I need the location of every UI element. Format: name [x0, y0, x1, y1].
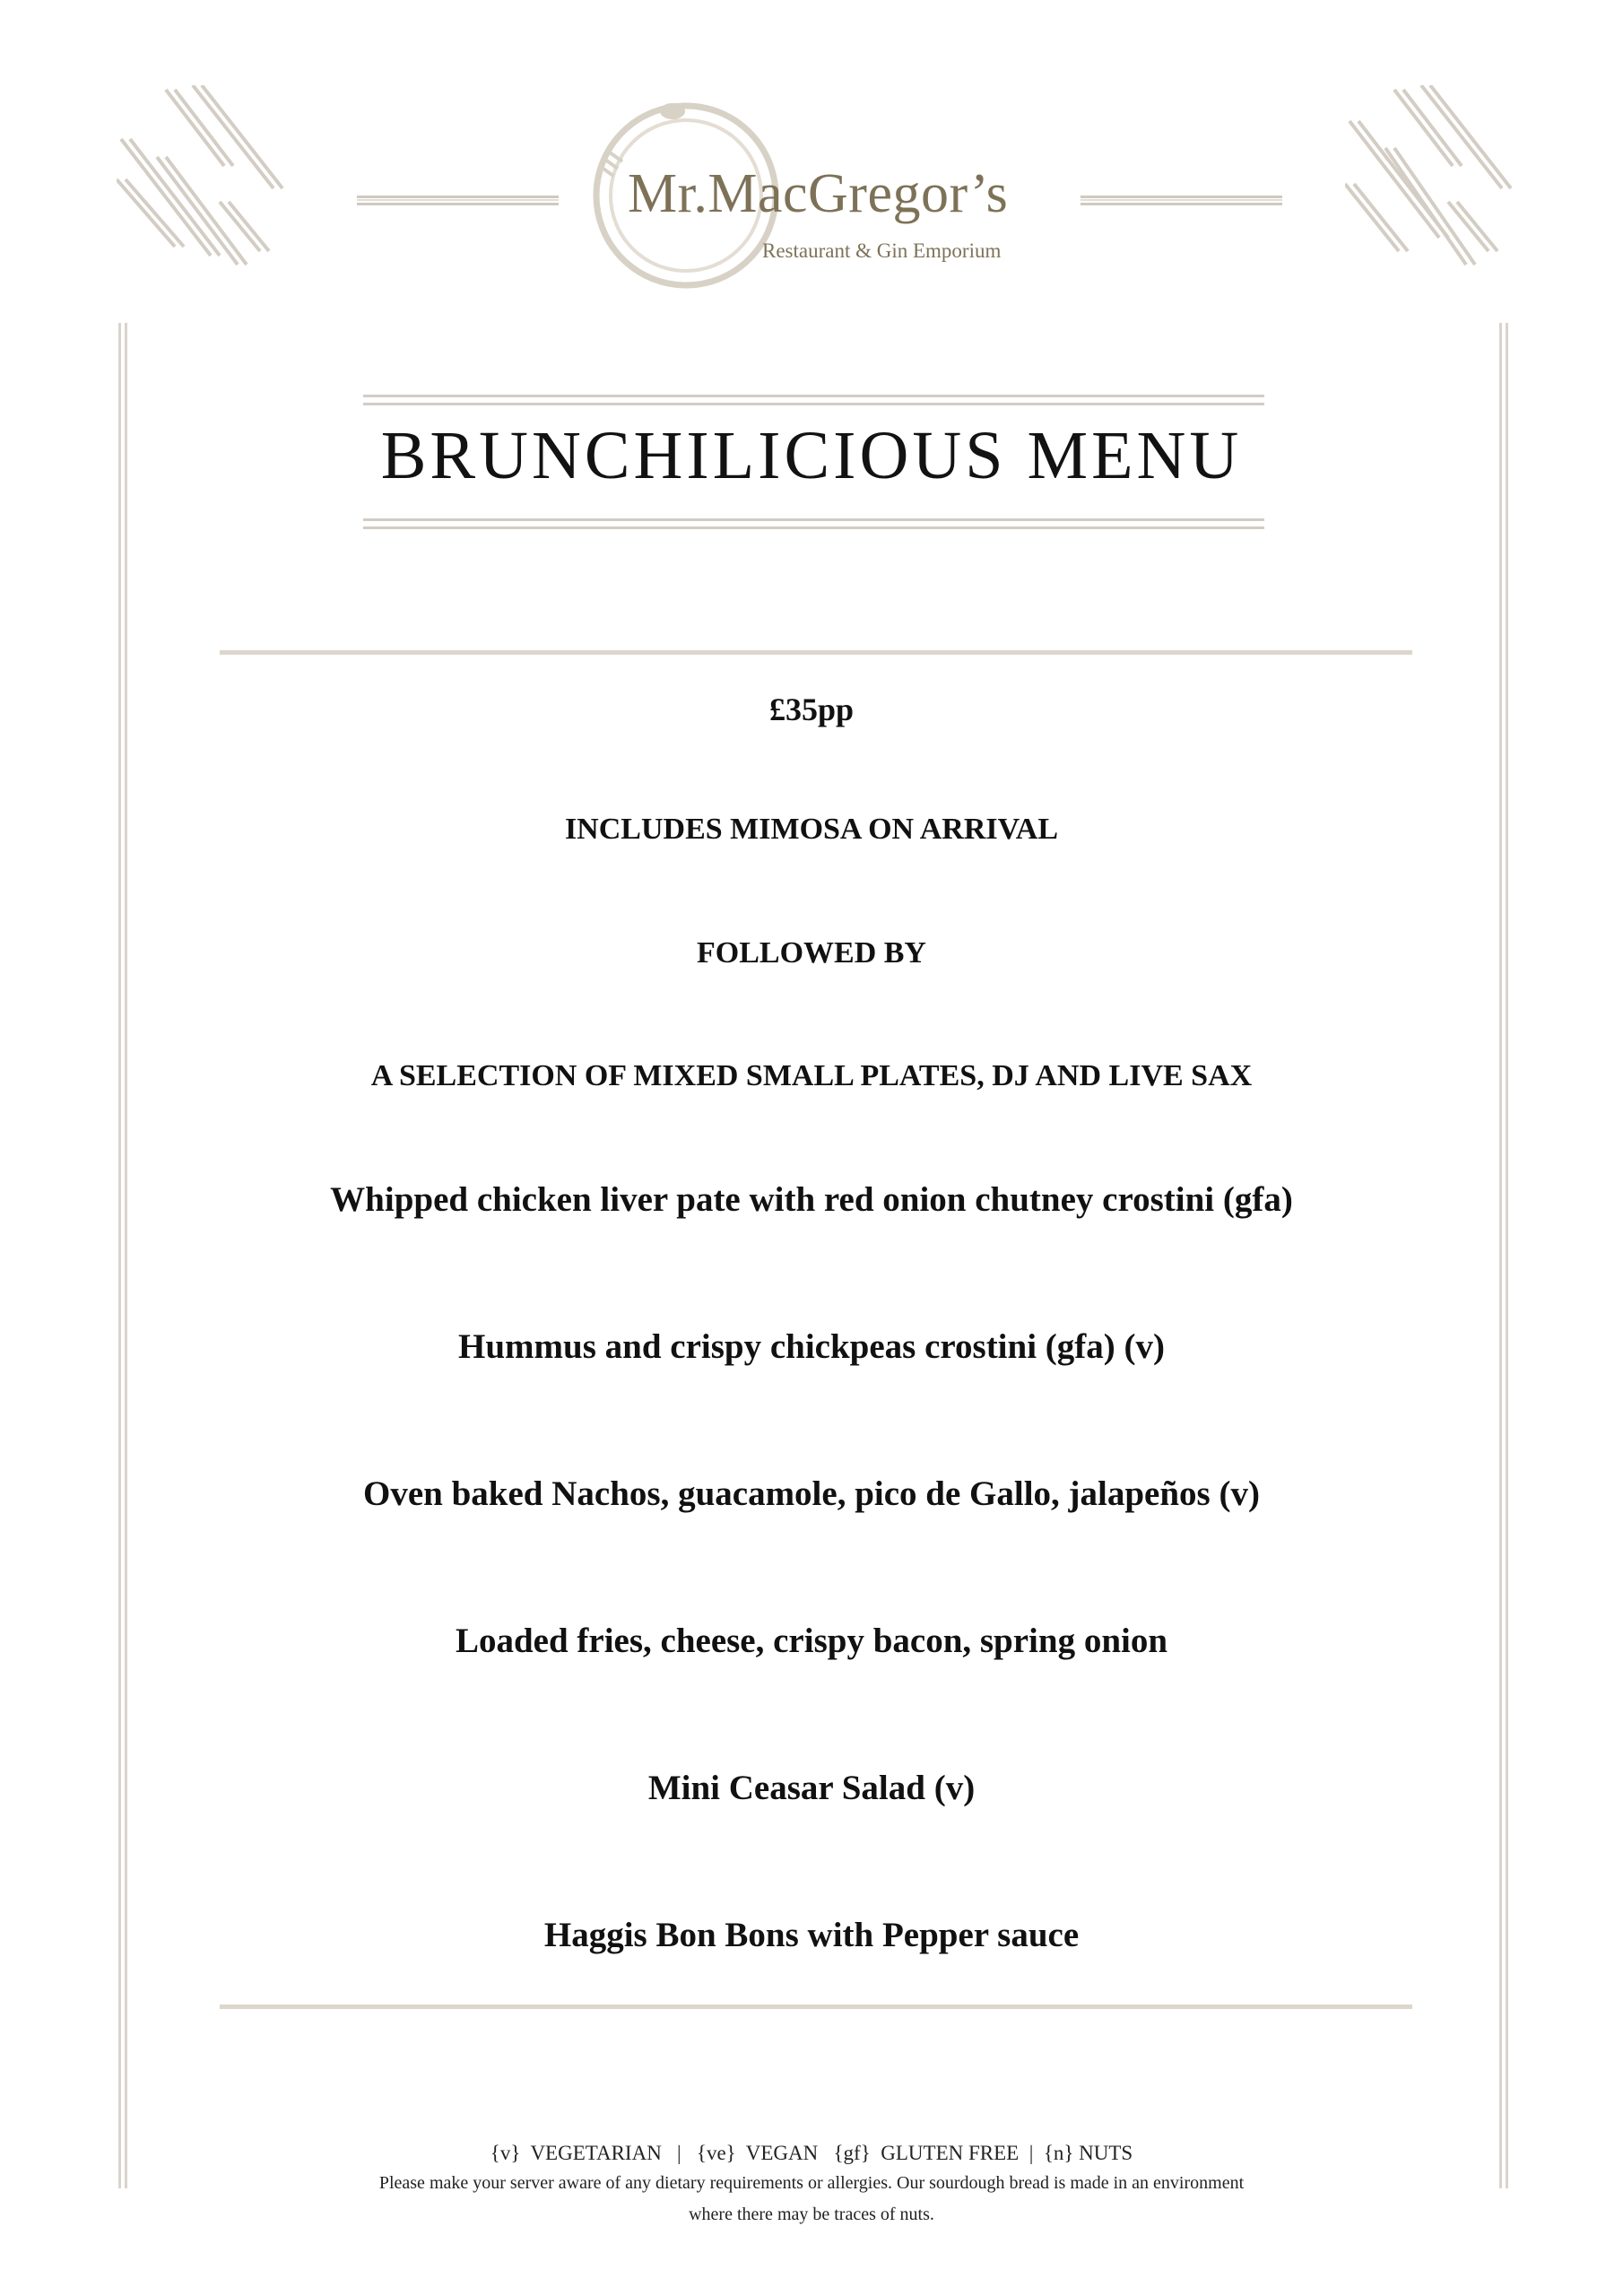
dish-item: Oven baked Nachos, guacamole, pico de Gallo, jalapeños (v) [363, 1474, 1260, 1513]
allergy-note: Please make your server aware of any dietary requirements or allergies. Our sourdough bread is made in an environment [378, 2173, 1245, 2193]
logo-tagline: Restaurant & Gin Emporium [762, 239, 1002, 262]
price: £35pp [768, 691, 855, 727]
dish-item: Whipped chicken liver pate with red onion chutney crostini (gfa) [330, 1180, 1293, 1219]
title-rule-top [363, 395, 1264, 405]
section-divider-bottom [220, 2005, 1412, 2009]
section-divider-top [220, 650, 1412, 655]
dish-item: Mini Ceasar Salad (v) [647, 1769, 976, 1807]
corner-stripes-right [1345, 85, 1524, 283]
header-rule-right [1081, 196, 1282, 205]
header-rule-left [357, 196, 559, 205]
corner-stripes-left [117, 85, 296, 283]
dish-item: Loaded fries, cheese, crispy bacon, spring onion [455, 1622, 1168, 1660]
intro-line: FOLLOWED BY [697, 936, 926, 970]
frame-line-right [1499, 323, 1508, 2188]
dietary-legend: {v} VEGETARIAN | {ve} VEGAN {gf} GLUTEN FREE | {n} NUTS [490, 2142, 1133, 2164]
dish-item: Hummus and crispy chickpeas crostini (gfa) (v) [458, 1327, 1165, 1366]
title-rule-bottom [363, 518, 1264, 529]
allergy-note: where there may be traces of nuts. [689, 2205, 934, 2224]
dish-item: Haggis Bon Bons with Pepper sauce [543, 1916, 1080, 1954]
logo-wordmark: Mr.MacGregor’s [628, 163, 1009, 224]
intro-line: INCLUDES MIMOSA ON ARRIVAL [564, 813, 1059, 846]
menu-title: BRUNCHILICIOUS MENU [380, 418, 1243, 493]
frame-line-left [118, 323, 127, 2188]
intro-line: A SELECTION OF MIXED SMALL PLATES, DJ AND LIVE SAX [370, 1059, 1253, 1092]
